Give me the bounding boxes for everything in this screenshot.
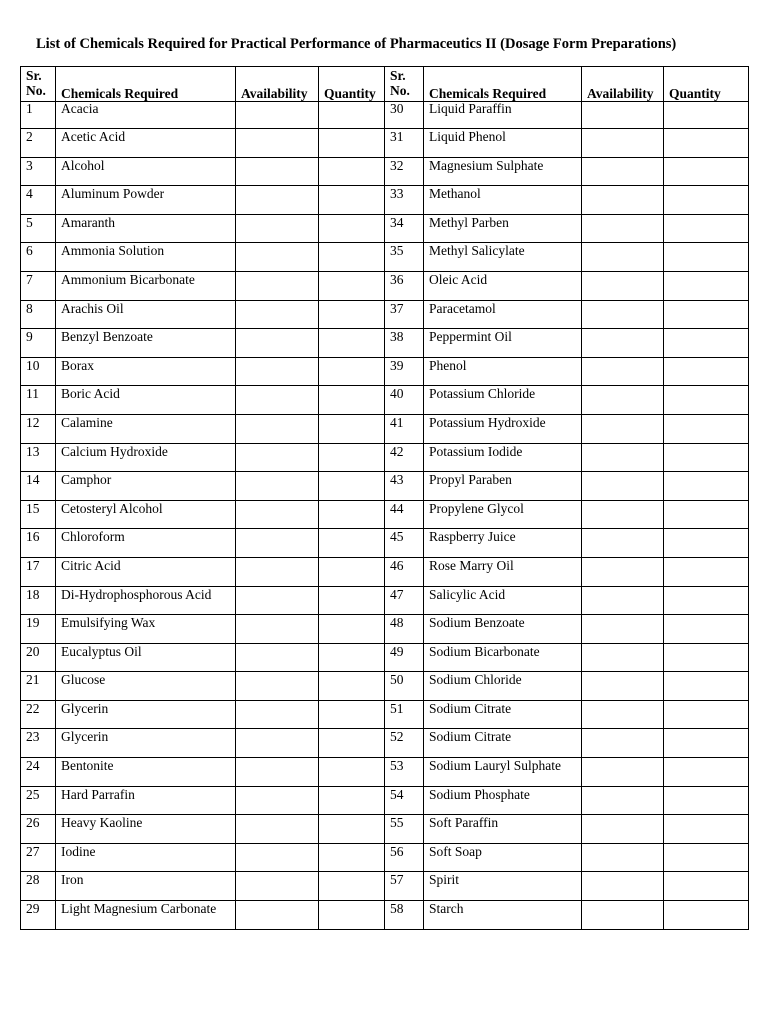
left-quantity-cell[interactable] [319,129,385,158]
left-sr-no-cell: 6 [21,243,56,272]
right-sr-no-cell: 50 [385,672,424,701]
right-sr-no-cell: 57 [385,872,424,901]
right-availability-cell[interactable] [582,700,664,729]
right-quantity-cell[interactable] [664,443,749,472]
left-chemical-name-cell: Amaranth [56,214,236,243]
table-row [21,901,749,930]
table-row [21,786,749,815]
left-sr-no-cell: 22 [21,700,56,729]
left-quantity-cell[interactable] [319,157,385,186]
left-availability-cell[interactable] [236,414,319,443]
right-availability-cell[interactable] [582,243,664,272]
table-row [21,157,749,186]
left-sr-no-cell: 14 [21,472,56,501]
right-quantity-cell[interactable] [664,129,749,158]
right-sr-no-cell: 36 [385,271,424,300]
right-sr-no-cell: 41 [385,414,424,443]
left-quantity-cell[interactable] [319,186,385,215]
right-sr-no-cell: 49 [385,643,424,672]
right-availability-cell[interactable] [582,157,664,186]
right-sr-no-cell: 31 [385,129,424,158]
left-quantity-cell[interactable] [319,529,385,558]
right-quantity-cell[interactable] [664,901,749,930]
right-availability-cell[interactable] [582,615,664,644]
right-availability-cell[interactable] [582,443,664,472]
right-sr-no-cell: 44 [385,500,424,529]
table-row [21,529,749,558]
right-chemical-name-cell: Salicylic Acid [424,586,582,615]
left-chemical-name-cell: Boric Acid [56,386,236,415]
left-sr-no-cell: 26 [21,815,56,844]
right-chemical-name-cell: Phenol [424,357,582,386]
right-availability-cell[interactable] [582,300,664,329]
right-sr-no-cell: 47 [385,586,424,615]
right-chemical-name-cell: Starch [424,901,582,930]
left-quantity-cell[interactable] [319,271,385,300]
table-row [21,357,749,386]
left-sr-no-cell: 18 [21,586,56,615]
right-chemical-name-cell: Sodium Bicarbonate [424,643,582,672]
left-quantity-cell[interactable] [319,300,385,329]
right-quantity-cell[interactable] [664,102,749,129]
left-sr-no-cell: 21 [21,672,56,701]
left-quantity-cell[interactable] [319,557,385,586]
right-sr-no-cell: 30 [385,102,424,129]
sr-header-line2: No. [26,83,46,98]
left-quantity-cell[interactable] [319,786,385,815]
left-quantity-cell[interactable] [319,615,385,644]
left-availability-cell[interactable] [236,786,319,815]
right-chemical-name-cell: Liquid Paraffin [424,102,582,129]
left-availability-cell[interactable] [236,557,319,586]
right-sr-no-cell: 52 [385,729,424,758]
table-row [21,300,749,329]
right-chemical-name-cell: Paracetamol [424,300,582,329]
right-availability-cell[interactable] [582,843,664,872]
right-availability-cell[interactable] [582,815,664,844]
left-chemical-name-cell: Light Magnesium Carbonate [56,901,236,930]
right-sr-no-cell: 35 [385,243,424,272]
table-row [21,557,749,586]
right-sr-no-cell: 38 [385,329,424,358]
left-availability-cell[interactable] [236,214,319,243]
left-quantity-cell[interactable] [319,214,385,243]
chemicals-table [20,66,749,930]
left-availability-cell[interactable] [236,443,319,472]
right-sr-no-cell: 51 [385,700,424,729]
left-sr-no-cell: 7 [21,271,56,300]
right-chemical-name-cell: Potassium Hydroxide [424,414,582,443]
page-title: List of Chemicals Required for Practical Performance of Pharmaceutics II (Dosage Form Preparations) [36,36,677,52]
left-chemical-name-cell: Glucose [56,672,236,701]
table-row [21,729,749,758]
left-chemical-name-cell: Acacia [56,102,236,129]
left-quantity-cell[interactable] [319,586,385,615]
right-chemicals-header: Chemicals Required [424,67,582,102]
left-chemical-name-cell: Glycerin [56,729,236,758]
table-row [21,129,749,158]
right-quantity-cell[interactable] [664,357,749,386]
left-chemical-name-cell: Ammonium Bicarbonate [56,271,236,300]
right-chemical-name-cell: Methyl Parben [424,214,582,243]
right-quantity-cell[interactable] [664,157,749,186]
table-row [21,186,749,215]
right-quantity-header: Quantity [664,67,749,102]
right-availability-cell[interactable] [582,414,664,443]
left-quantity-cell[interactable] [319,872,385,901]
left-availability-cell[interactable] [236,586,319,615]
left-quantity-cell[interactable] [319,102,385,129]
right-sr-no-cell: 40 [385,386,424,415]
left-chemical-name-cell: Borax [56,357,236,386]
left-sr-no-cell: 19 [21,615,56,644]
left-sr-no-cell: 9 [21,329,56,358]
right-quantity-cell[interactable] [664,843,749,872]
right-availability-cell[interactable] [582,472,664,501]
right-sr-no-cell: 45 [385,529,424,558]
right-availability-cell[interactable] [582,872,664,901]
right-availability-cell[interactable] [582,729,664,758]
left-quantity-cell[interactable] [319,672,385,701]
table-row [21,700,749,729]
left-quantity-cell[interactable] [319,815,385,844]
left-chemical-name-cell: Calamine [56,414,236,443]
left-sr-no-cell: 24 [21,758,56,787]
right-chemical-name-cell: Oleic Acid [424,271,582,300]
right-quantity-cell[interactable] [664,672,749,701]
right-quantity-cell[interactable] [664,815,749,844]
sr-header-line1: Sr. [26,68,42,83]
left-quantity-header: Quantity [319,67,385,102]
left-quantity-cell[interactable] [319,329,385,358]
table-row [21,643,749,672]
right-availability-cell[interactable] [582,586,664,615]
right-quantity-cell[interactable] [664,329,749,358]
right-chemical-name-cell: Methyl Salicylate [424,243,582,272]
left-availability-cell[interactable] [236,729,319,758]
right-chemical-name-cell: Peppermint Oil [424,329,582,358]
right-sr-no-cell: 43 [385,472,424,501]
right-sr-no-header [385,67,424,102]
table-row [21,672,749,701]
right-availability-cell[interactable] [582,643,664,672]
table-row [21,443,749,472]
left-availability-cell[interactable] [236,843,319,872]
left-availability-cell[interactable] [236,243,319,272]
left-availability-cell[interactable] [236,643,319,672]
right-availability-cell[interactable] [582,329,664,358]
left-chemical-name-cell: Acetic Acid [56,129,236,158]
left-chemical-name-cell: Citric Acid [56,557,236,586]
left-quantity-cell[interactable] [319,472,385,501]
right-quantity-cell[interactable] [664,500,749,529]
table-row [21,500,749,529]
table-row [21,329,749,358]
left-availability-cell[interactable] [236,102,319,129]
table-row [21,214,749,243]
left-sr-no-cell: 13 [21,443,56,472]
right-chemical-name-cell: Soft Paraffin [424,815,582,844]
left-quantity-cell[interactable] [319,758,385,787]
left-sr-no-cell: 23 [21,729,56,758]
right-quantity-cell[interactable] [664,414,749,443]
left-chemical-name-cell: Eucalyptus Oil [56,643,236,672]
left-chemical-name-cell: Cetosteryl Alcohol [56,500,236,529]
left-availability-cell[interactable] [236,615,319,644]
right-availability-cell[interactable] [582,186,664,215]
right-sr-no-cell: 32 [385,157,424,186]
right-quantity-cell[interactable] [664,872,749,901]
left-availability-cell[interactable] [236,758,319,787]
left-availability-cell[interactable] [236,357,319,386]
right-availability-cell[interactable] [582,102,664,129]
left-chemical-name-cell: Alcohol [56,157,236,186]
right-quantity-cell[interactable] [664,186,749,215]
left-sr-no-cell: 5 [21,214,56,243]
right-chemical-name-cell: Raspberry Juice [424,529,582,558]
right-quantity-cell[interactable] [664,214,749,243]
right-availability-cell[interactable] [582,386,664,415]
right-availability-cell[interactable] [582,786,664,815]
right-chemical-name-cell: Soft Soap [424,843,582,872]
table-row [21,102,749,129]
right-chemical-name-cell: Sodium Citrate [424,729,582,758]
right-quantity-cell[interactable] [664,729,749,758]
right-chemical-name-cell: Sodium Citrate [424,700,582,729]
right-availability-cell[interactable] [582,758,664,787]
left-sr-no-cell: 20 [21,643,56,672]
left-quantity-cell[interactable] [319,843,385,872]
table-row [21,271,749,300]
table-row [21,758,749,787]
left-quantity-cell[interactable] [319,901,385,930]
table-row [21,243,749,272]
left-sr-no-cell: 1 [21,102,56,129]
right-quantity-cell[interactable] [664,615,749,644]
header-row [21,67,749,102]
left-sr-no-cell: 29 [21,901,56,930]
right-sr-no-cell: 53 [385,758,424,787]
table-row [21,386,749,415]
left-quantity-cell[interactable] [319,443,385,472]
sr-header-line2: No. [390,83,410,98]
right-quantity-cell[interactable] [664,243,749,272]
left-sr-no-cell: 3 [21,157,56,186]
table-row [21,414,749,443]
table-body [21,102,749,930]
right-sr-no-cell: 33 [385,186,424,215]
left-chemical-name-cell: Hard Parrafin [56,786,236,815]
right-quantity-cell[interactable] [664,786,749,815]
right-availability-header: Availability [582,67,664,102]
left-chemical-name-cell: Chloroform [56,529,236,558]
right-quantity-cell[interactable] [664,643,749,672]
left-availability-cell[interactable] [236,672,319,701]
left-chemical-name-cell: Arachis Oil [56,300,236,329]
right-quantity-cell[interactable] [664,300,749,329]
right-sr-no-cell: 55 [385,815,424,844]
left-availability-cell[interactable] [236,300,319,329]
right-chemical-name-cell: Magnesium Sulphate [424,157,582,186]
right-quantity-cell[interactable] [664,557,749,586]
left-quantity-cell[interactable] [319,500,385,529]
left-quantity-cell[interactable] [319,643,385,672]
right-availability-cell[interactable] [582,129,664,158]
right-chemical-name-cell: Methanol [424,186,582,215]
left-availability-cell[interactable] [236,472,319,501]
right-sr-no-cell: 54 [385,786,424,815]
right-chemical-name-cell: Potassium Iodide [424,443,582,472]
left-availability-cell[interactable] [236,815,319,844]
table-row [21,586,749,615]
table-row [21,472,749,501]
left-chemical-name-cell: Ammonia Solution [56,243,236,272]
left-chemical-name-cell: Heavy Kaoline [56,815,236,844]
right-quantity-cell[interactable] [664,700,749,729]
left-chemical-name-cell: Emulsifying Wax [56,615,236,644]
right-availability-cell[interactable] [582,271,664,300]
left-chemical-name-cell: Aluminum Powder [56,186,236,215]
right-sr-no-cell: 34 [385,214,424,243]
left-chemical-name-cell: Bentonite [56,758,236,787]
right-chemical-name-cell: Sodium Phosphate [424,786,582,815]
left-sr-no-cell: 2 [21,129,56,158]
left-chemical-name-cell: Glycerin [56,700,236,729]
left-sr-no-cell: 8 [21,300,56,329]
left-sr-no-cell: 10 [21,357,56,386]
sr-header-line1: Sr. [390,68,406,83]
right-chemical-name-cell: Potassium Chloride [424,386,582,415]
left-quantity-cell[interactable] [319,357,385,386]
left-sr-no-cell: 15 [21,500,56,529]
left-availability-cell[interactable] [236,157,319,186]
left-availability-cell[interactable] [236,186,319,215]
right-sr-no-cell: 42 [385,443,424,472]
left-quantity-cell[interactable] [319,700,385,729]
left-availability-cell[interactable] [236,700,319,729]
left-sr-no-header [21,67,56,102]
left-quantity-cell[interactable] [319,386,385,415]
table-row [21,843,749,872]
right-availability-cell[interactable] [582,557,664,586]
left-availability-cell[interactable] [236,271,319,300]
right-chemical-name-cell: Spirit [424,872,582,901]
right-availability-cell[interactable] [582,500,664,529]
right-chemical-name-cell: Liquid Phenol [424,129,582,158]
left-availability-cell[interactable] [236,901,319,930]
table-row [21,615,749,644]
right-quantity-cell[interactable] [664,758,749,787]
right-availability-cell[interactable] [582,214,664,243]
right-sr-no-cell: 37 [385,300,424,329]
left-sr-no-cell: 11 [21,386,56,415]
right-availability-cell[interactable] [582,672,664,701]
left-availability-cell[interactable] [236,529,319,558]
left-sr-no-cell: 12 [21,414,56,443]
left-chemicals-header: Chemicals Required [56,67,236,102]
left-quantity-cell[interactable] [319,243,385,272]
right-chemical-name-cell: Sodium Benzoate [424,615,582,644]
table-row [21,815,749,844]
right-sr-no-cell: 39 [385,357,424,386]
right-quantity-cell[interactable] [664,586,749,615]
right-quantity-cell[interactable] [664,271,749,300]
right-sr-no-cell: 56 [385,843,424,872]
left-chemical-name-cell: Iodine [56,843,236,872]
left-quantity-cell[interactable] [319,414,385,443]
left-chemical-name-cell: Benzyl Benzoate [56,329,236,358]
left-sr-no-cell: 17 [21,557,56,586]
right-chemical-name-cell: Rose Marry Oil [424,557,582,586]
right-availability-cell[interactable] [582,357,664,386]
right-chemical-name-cell: Propyl Paraben [424,472,582,501]
left-sr-no-cell: 4 [21,186,56,215]
left-availability-cell[interactable] [236,872,319,901]
right-quantity-cell[interactable] [664,529,749,558]
left-availability-cell[interactable] [236,329,319,358]
right-sr-no-cell: 48 [385,615,424,644]
right-quantity-cell[interactable] [664,386,749,415]
right-availability-cell[interactable] [582,529,664,558]
right-sr-no-cell: 46 [385,557,424,586]
left-sr-no-cell: 27 [21,843,56,872]
right-chemical-name-cell: Sodium Chloride [424,672,582,701]
left-availability-cell[interactable] [236,500,319,529]
right-chemical-name-cell: Propylene Glycol [424,500,582,529]
left-availability-header: Availability [236,67,319,102]
left-availability-cell[interactable] [236,129,319,158]
left-sr-no-cell: 16 [21,529,56,558]
left-chemical-name-cell: Iron [56,872,236,901]
left-availability-cell[interactable] [236,386,319,415]
left-sr-no-cell: 25 [21,786,56,815]
left-chemical-name-cell: Calcium Hydroxide [56,443,236,472]
right-chemical-name-cell: Sodium Lauryl Sulphate [424,758,582,787]
table-row [21,872,749,901]
right-quantity-cell[interactable] [664,472,749,501]
left-quantity-cell[interactable] [319,729,385,758]
left-chemical-name-cell: Camphor [56,472,236,501]
left-chemical-name-cell: Di-Hydrophosphorous Acid [56,586,236,615]
left-sr-no-cell: 28 [21,872,56,901]
right-availability-cell[interactable] [582,901,664,930]
right-sr-no-cell: 58 [385,901,424,930]
